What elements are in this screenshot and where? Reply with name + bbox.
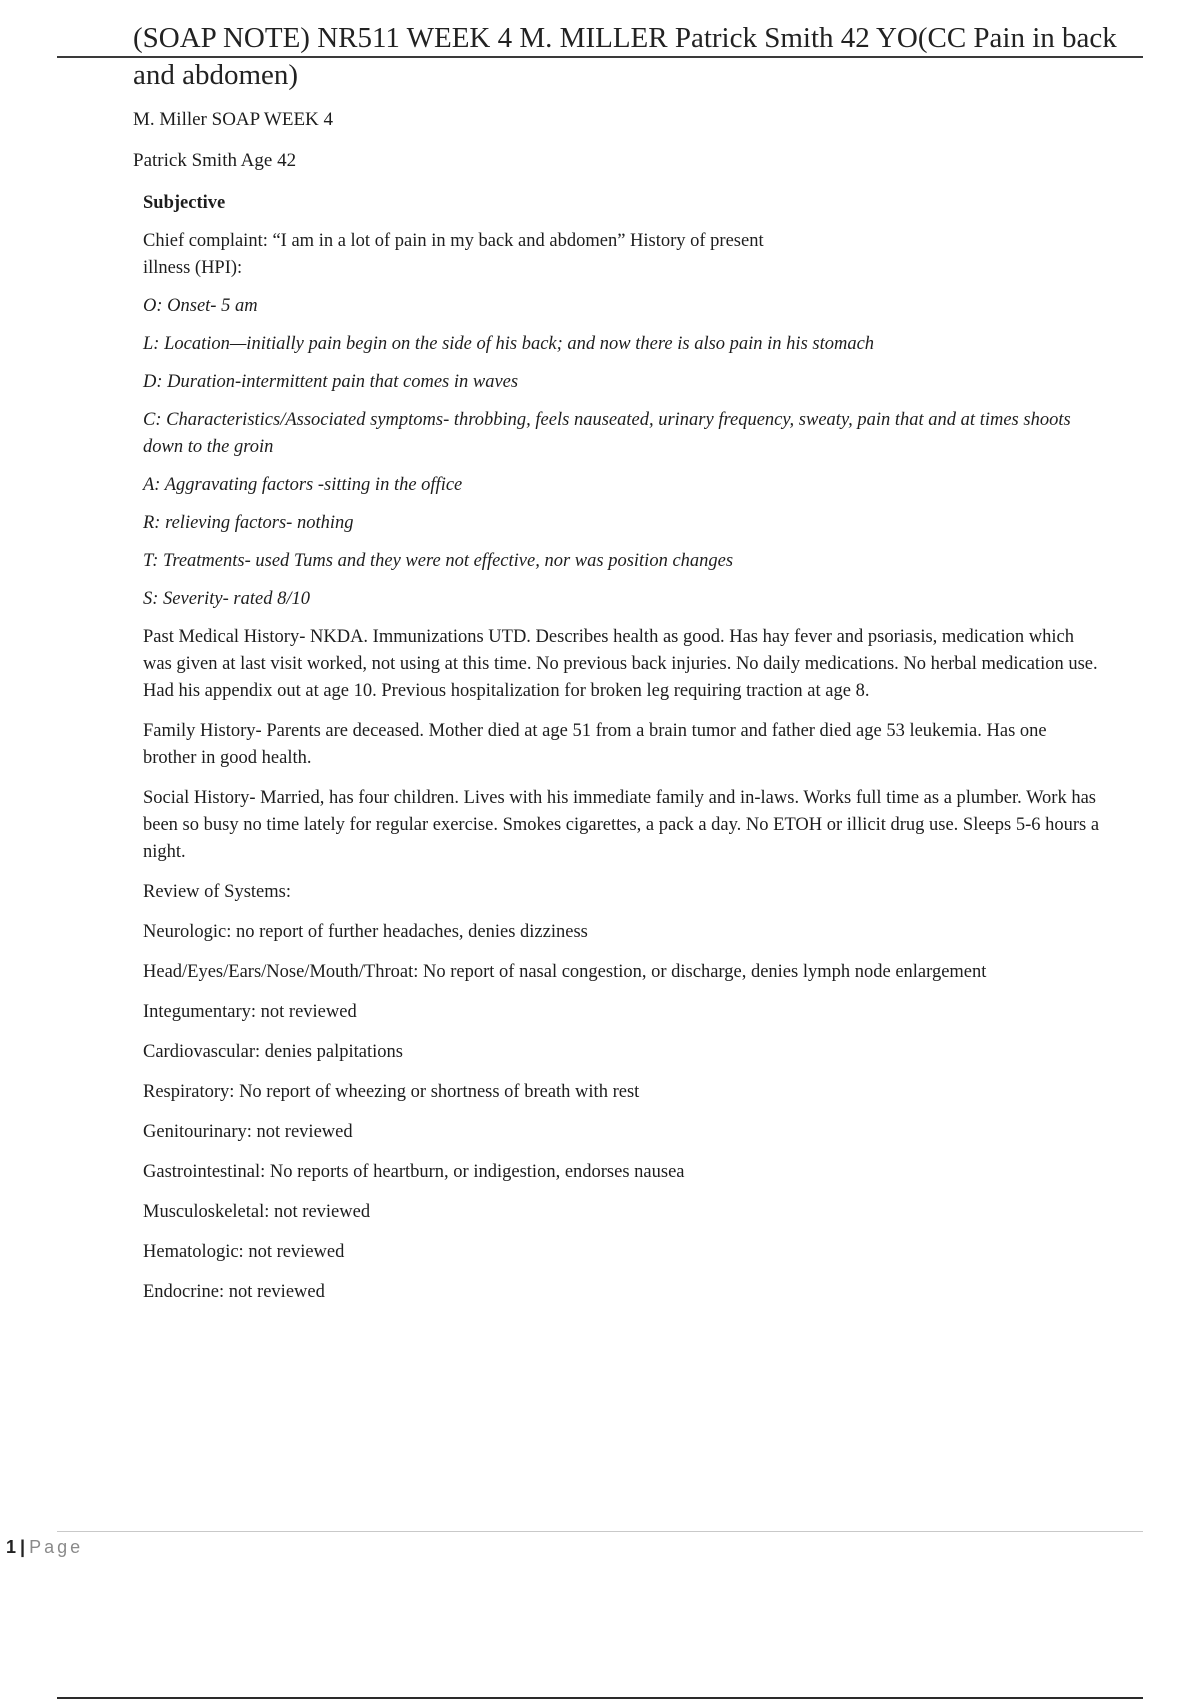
ros-neurologic: Neurologic: no report of further headaches, denies dizziness — [143, 922, 588, 942]
ros-endocrine: Endocrine: not reviewed — [143, 1282, 325, 1302]
social-history: Social History- Married, has four children. Lives with his immediate family and in-laws. Works full time as a plumber. Work has been so busy no time lately for regular exercise. Smokes cigarettes, a pack a day. No ETOH or illicit drug use. Sleeps 5-6 hours a night. — [143, 788, 1100, 862]
ros-genitourinary: Genitourinary: not reviewed — [143, 1122, 353, 1142]
note-body — [143, 190, 1103, 1319]
ros-hematologic: Hematologic: not reviewed — [143, 1242, 345, 1262]
ros-heent: Head/Eyes/Ears/Nose/Mouth/Throat: No report of nasal congestion, or discharge, denies lymph node enlargement — [143, 962, 987, 982]
hpi-relieving: R: relieving factors- nothing — [143, 513, 354, 533]
subjective-heading: Subjective — [143, 193, 226, 213]
page-number: 1 — [6, 1537, 17, 1557]
hpi-label: illness (HPI): — [143, 258, 243, 278]
page-label: Page — [29, 1537, 84, 1557]
footer-divider — [57, 1531, 1143, 1532]
ros-heading: Review of Systems: — [143, 882, 291, 902]
ros-integumentary: Integumentary: not reviewed — [143, 1002, 357, 1022]
hpi-aggravating: A: Aggravating factors -sitting in the office — [143, 475, 463, 495]
past-medical-history: Past Medical History- NKDA. Immunizations UTD. Describes health as good. Has hay fever and psoriasis, medication which was given at last visit worked, not using at this time. No previous back injuries. No daily medications. No herbal medication use. Had his appendix out at age 10. Previous hospitalization for broken leg requiring traction at age 8. — [143, 627, 1098, 701]
hpi-duration: D: Duration-intermittent pain that comes in waves — [143, 372, 519, 392]
patient-line: Patrick Smith Age 42 — [133, 150, 297, 171]
ros-cardiovascular: Cardiovascular: denies palpitations — [143, 1042, 403, 1062]
document-title: (SOAP NOTE) NR511 WEEK 4 M. MILLER Patrick Smith 42 YO(CC Pain in back and abdomen) — [133, 22, 1117, 91]
ros-respiratory: Respiratory: No report of wheezing or shortness of breath with rest — [143, 1082, 640, 1102]
next-page-top-rule — [57, 1697, 1143, 1699]
page-separator: | — [20, 1537, 26, 1557]
title-underline — [57, 56, 1143, 58]
page-footer — [6, 1535, 83, 1559]
chief-complaint: Chief complaint: “I am in a lot of pain in my back and abdomen” History of present — [143, 231, 764, 251]
author-week-line: M. Miller SOAP WEEK 4 — [133, 109, 334, 130]
hpi-characteristics: C: Characteristics/Associated symptoms- throbbing, feels nauseated, urinary frequency, sweaty, pain that and at times shoots down to the groin — [143, 410, 1071, 457]
ros-gastrointestinal: Gastrointestinal: No reports of heartburn, or indigestion, endorses nausea — [143, 1162, 685, 1182]
hpi-treatments: T: Treatments- used Tums and they were not effective, nor was position changes — [143, 551, 734, 571]
ros-musculoskeletal: Musculoskeletal: not reviewed — [143, 1202, 371, 1222]
hpi-onset: O: Onset- 5 am — [143, 296, 258, 316]
hpi-location: L: Location—initially pain begin on the side of his back; and now there is also pain in his stomach — [143, 334, 875, 354]
family-history: Family History- Parents are deceased. Mother died at age 51 from a brain tumor and father died age 53 leukemia. Has one brother in good health. — [143, 721, 1047, 768]
hpi-severity: S: Severity- rated 8/10 — [143, 589, 310, 609]
